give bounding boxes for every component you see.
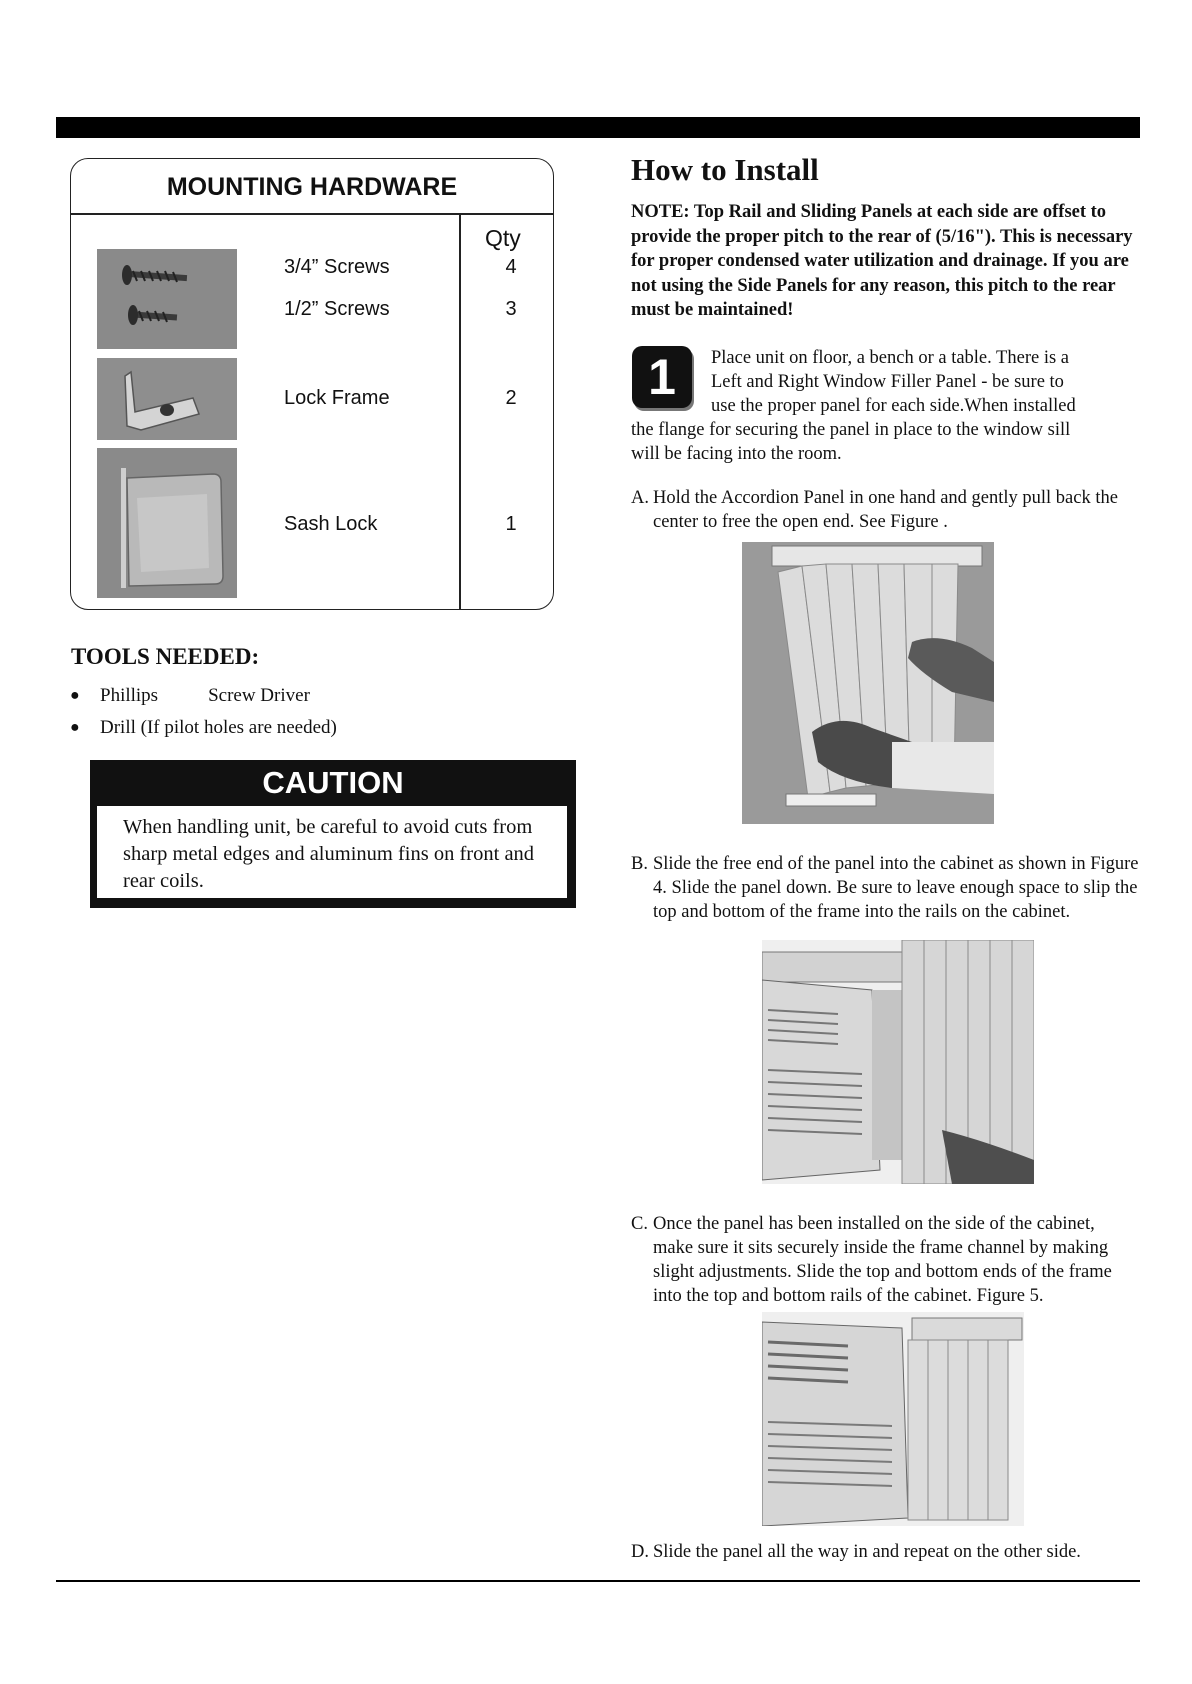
caution-title: CAUTION: [262, 765, 404, 800]
bullet-icon: ●: [70, 719, 80, 736]
list-item: [70, 712, 337, 744]
install-note: NOTE: Top Rail and Sliding Panels at each side are offset to provide the proper pitch to the rear of (5/16"). This is necessary for proper condensed water utilization and drainage. If you are not using the Side Panels for any reason, this pitch to the rear must be maintained!: [631, 202, 1133, 320]
tool-name: Drill (If pilot holes are needed): [100, 717, 337, 738]
qty-header: Qty: [485, 225, 521, 251]
list-item: [70, 680, 337, 712]
hardware-title: MOUNTING HARDWARE: [166, 173, 458, 201]
substep-d: [631, 1540, 1139, 1564]
mounting-hardware-table: [70, 158, 554, 610]
substep-a: [631, 486, 1139, 534]
substep-text: Slide the panel all the way in and repeat on the other side.: [653, 1542, 1081, 1562]
tools-list: [70, 680, 337, 744]
hardware-item-qty: 4: [505, 256, 517, 278]
substep-letter: C.: [631, 1214, 648, 1234]
step-number-badge: 1: [632, 346, 692, 408]
hardware-item-label: Lock Frame: [284, 387, 390, 409]
substep-letter: D.: [631, 1542, 649, 1562]
step-text-line: the flange for securing the panel in place to the window sill: [631, 420, 1071, 440]
screw-icon: [97, 249, 237, 349]
hardware-item-label: 3/4” Screws: [284, 256, 390, 278]
page-title: How to Install: [631, 152, 819, 187]
substep-b: [631, 852, 1139, 924]
hardware-item-qty: 2: [505, 387, 517, 409]
sash-lock-icon: [97, 448, 237, 598]
step-text-line: Left and Right Window Filler Panel - be sure to: [711, 372, 1064, 392]
step-text-line: use the proper panel for each side.When installed: [711, 396, 1076, 416]
substep-text: Hold the Accordion Panel in one hand and gently pull back the center to free the open end. See Figure .: [653, 488, 1118, 532]
hardware-item-label: Sash Lock: [284, 513, 378, 535]
figure-5-panel-installed: [762, 1312, 1024, 1526]
bullet-icon: ●: [70, 687, 80, 704]
step-text-line: will be facing into the room.: [631, 444, 842, 464]
hardware-item-label: 1/2” Screws: [284, 298, 390, 320]
lock-frame-icon: [97, 358, 237, 440]
tool-detail: Screw Driver: [208, 685, 310, 706]
substep-c: [631, 1212, 1139, 1308]
figure-accordion-panel: [742, 542, 994, 824]
table-column-divider: [459, 213, 461, 609]
caution-body: When handling unit, be careful to avoid cuts from sharp metal edges and aluminum fins on front and rear coils.: [97, 806, 567, 898]
tool-name: Phillips: [100, 685, 159, 706]
footer-rule: [56, 1580, 1140, 1582]
table-divider: [71, 213, 553, 215]
substep-text: Slide the free end of the panel into the cabinet as shown in Figure 4. Slide the panel down. Be sure to leave enough space to slip the top and bottom of the frame into the rails on the cabinet.: [653, 854, 1139, 922]
substep-letter: B.: [631, 854, 648, 874]
tools-title: TOOLS NEEDED:: [71, 644, 260, 669]
hardware-item-qty: 3: [505, 298, 517, 320]
header-bar: [56, 117, 1140, 138]
step-text-line: Place unit on floor, a bench or a table. There is a: [711, 348, 1069, 368]
hardware-item-qty: 1: [505, 513, 517, 535]
substep-text: Once the panel has been installed on the side of the cabinet, make sure it sits securely inside the frame channel by making slight adjustments. Slide the top and bottom ends of the frame into the top and bottom rails of the cabinet. Figure 5.: [653, 1214, 1112, 1306]
substep-letter: A.: [631, 488, 649, 508]
figure-4-slide-panel: [762, 940, 1034, 1184]
caution-box: [90, 760, 576, 908]
